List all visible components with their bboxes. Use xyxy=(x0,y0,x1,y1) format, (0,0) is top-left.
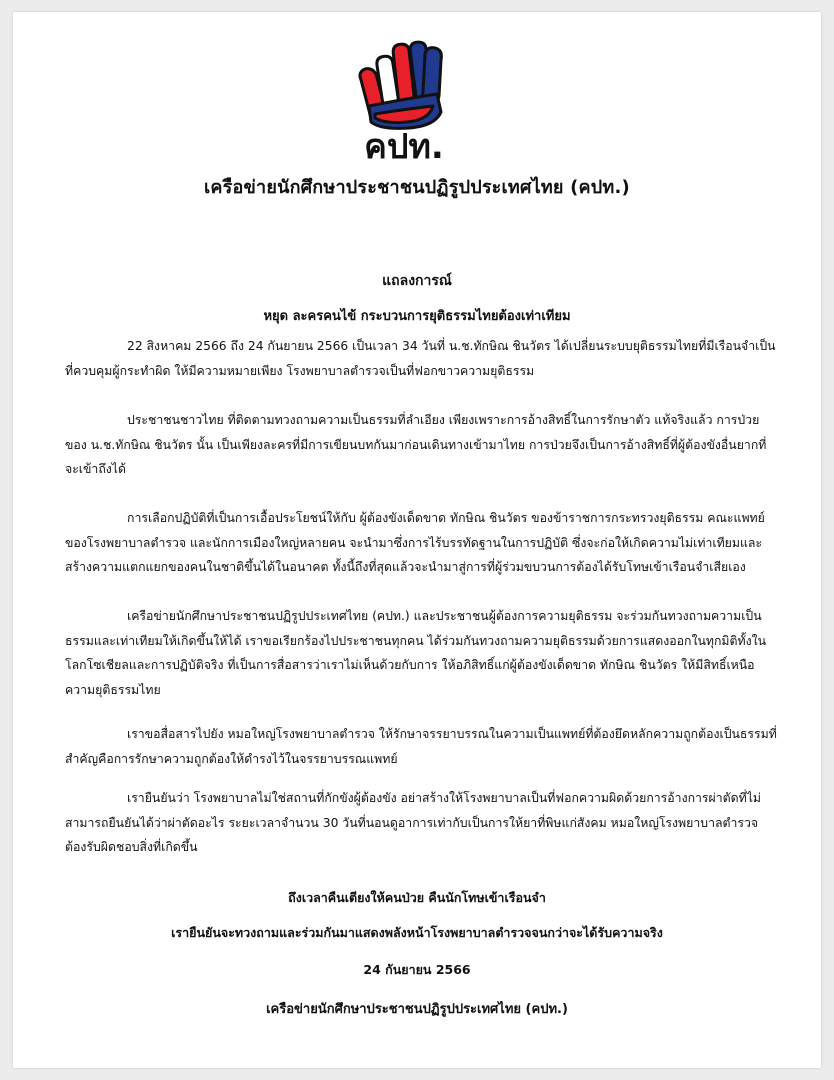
paragraph-3-text: การเลือกปฏิบัติที่เป็นการเอื้อประโยชน์ให้กับ ผู้ต้องขังเด็ดขาด ทักษิณ ชินวัตร ของข้าราชการกระทรวงยุติธรรม คณะแพทย์ของโรงพยาบาลตำรวจ และนักการเมืองใหญ่หลายคน จะนำมาซึ่งการไร้บรรทัดฐานในการปฏิบัติ ซึ่งจะก่อให้เกิดความไม่เท่าเทียมและสร้างความแตกแยกของคนในชาติขึ้นได้ในอนาคต ทั้งนี้ถึงที่สุดแล้วจะนำมาสู่การที่ผู้ร่วมขบวนการต้องได้รับโทษเข้าเรือนจำเสียเอง xyxy=(65,511,765,574)
statement-subtitle: หยุด ละครคนไข้ กระบวนการยุติธรรมไทยต้องเท่าเทียม xyxy=(263,309,571,324)
paragraph-3 xyxy=(65,506,777,580)
paragraph-5-text: เราขอสื่อสารไปยัง หมอใหญ่โรงพยาบาลตำรวจ ให้รักษาจรรยาบรรณในความเป็นแพทย์ที่ต้องยึดหลักความถูกต้องเป็นธรรมที่สำคัญคือการรักษาความถูกต้องให้ดำรงไว้ในจรรยาบรรณแพทย์ xyxy=(65,727,777,766)
paragraph-4-text: เครือข่ายนักศึกษาประชาชนปฏิรูปประเทศไทย (คปท.) และประชาชนผู้ต้องการความยุติธรรม จะร่วมกันทวงถามความเป็นธรรมและเท่าเทียมให้เกิดขึ้นให้ได้ เราขอเรียกร้องไปประชาชนทุกคน ได้ร่วมกันทวงถามความยุติธรรมด้วยการแสดงออกในทุกมิติทั้งในโลกโซเชียลและการปฏิบัติจริง ที่เป็นการสื่อสารว่าเราไม่เห็นด้วยกับการ ให้อภิสิทธิ์แก่ผู้ต้องขังเด็ดขาด ทักษิณ ชินวัตร ให้มีสิทธิ์เหนือความยุติธรรมไทย xyxy=(65,609,767,697)
kpt-fist-logo xyxy=(339,34,469,166)
paragraph-6 xyxy=(65,786,777,860)
signature: เครือข่ายนักศึกษาประชาชนปฏิรูปประเทศไทย (คปท.) xyxy=(266,1002,568,1017)
logo-text: คปท. xyxy=(364,127,444,166)
statement-label: แถลงการณ์ xyxy=(382,273,452,289)
paragraph-5 xyxy=(65,722,777,771)
closing-slogan: ถึงเวลาคืนเตียงให้คนป่วย คืนนักโทษเข้าเรือนจำ xyxy=(288,890,546,905)
paragraph-2-text: ประชาชนชาวไทย ที่ติดตามทวงถามความเป็นธรรมที่ลำเอียง เพียงเพราะการอ้างสิทธิ์ในการรักษาตัว แท้จริงแล้ว การป่วยของ น.ช.ทักษิณ ชินวัตร นั้น เป็นเพียงละครที่มีการเขียนบทกันมาก่อนเดินทางเข้ามาไทย การป่วยจึงเป็นการอ้างสิทธิ์ที่ผู้ต้องขังอื่นยากที่จะเข้าถึงได้ xyxy=(65,413,767,476)
paragraph-2 xyxy=(65,408,777,482)
document-page xyxy=(13,12,821,1068)
paragraph-1 xyxy=(65,334,777,383)
paragraph-1-text: 22 สิงหาคม 2566 ถึง 24 กันยายน 2566 เป็นเวลา 34 วันที่ น.ช.ทักษิณ ชินวัตร ได้เปลี่ยนระบบยุติธรรมไทยที่มีเรือนจำเป็นที่ควบคุมผู้กระทำผิด ให้มีความหมายเพียง โรงพยาบาลตำรวจเป็นที่ฟอกขาวความยุติธรรม xyxy=(65,339,776,378)
paragraph-4 xyxy=(65,604,777,702)
statement-date: 24 กันยายน 2566 xyxy=(363,962,471,977)
organization-title: เครือข่ายนักศึกษาประชาชนปฏิรูปประเทศไทย (คปท.) xyxy=(204,177,630,198)
closing-pledge: เรายืนยันจะทวงถามและร่วมกันมาแสดงพลังหน้าโรงพยาบาลตำรวจจนกว่าจะได้รับความจริง xyxy=(171,925,663,940)
paragraph-6-text: เรายืนยันว่า โรงพยาบาลไม่ใช่สถานที่กักขังผู้ต้องขัง อย่าสร้างให้โรงพยาบาลเป็นที่ฟอกความผิดด้วยการอ้างการผ่าตัดที่ไม่สามารถยืนยันได้ว่าผ่าตัดอะไร ระยะเวลาจำนวน 30 วันที่นอนดูอาการเท่ากับเป็นการให้ยาที่พิษแก่สังคม หมอใหญ่โรงพยาบาลตำรวจต้องรับผิดชอบสิ่งที่เกิดขึ้น xyxy=(65,791,762,854)
